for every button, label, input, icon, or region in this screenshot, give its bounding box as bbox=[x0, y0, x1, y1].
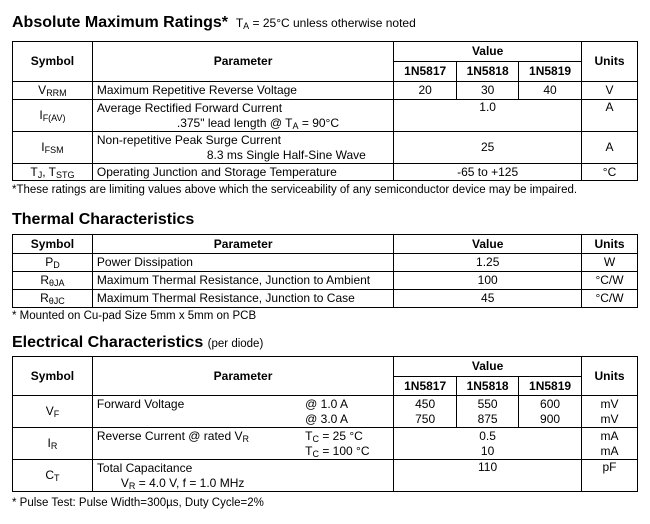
param-rtheta-jc: Maximum Thermal Resistance, Junction to Case bbox=[92, 290, 393, 308]
value-vrrm-1n5819: 40 bbox=[519, 82, 582, 100]
unit-ifsm: A bbox=[582, 132, 638, 164]
thermal-title: Thermal Characteristics bbox=[12, 211, 195, 228]
elec-part-1n5817: 1N5817 bbox=[394, 377, 457, 396]
value-vf-1n5819: 600 900 bbox=[519, 396, 582, 428]
table-row bbox=[13, 290, 638, 308]
param-ir: $T_C = 25$ °C $T_C = 100$ °C Reverse Current @ rated $V_R$ bbox=[92, 428, 393, 460]
abs-header-parameter: Parameter bbox=[92, 42, 393, 82]
cond-ir-100c: $T_C = 100$ °C bbox=[305, 443, 370, 459]
abs-part-1n5817: 1N5817 bbox=[394, 62, 457, 82]
thermal-header-symbol: Symbol bbox=[13, 235, 93, 254]
symbol-pd: $P_D$ bbox=[13, 254, 93, 272]
param-vf: @ 1.0 A @ 3.0 A Forward Voltage bbox=[92, 396, 393, 428]
abs-part-1n5819: 1N5819 bbox=[519, 62, 582, 82]
thermal-footnote: * Mounted on Cu-pad Size 5mm x 5mm on PCB bbox=[12, 310, 257, 322]
value-pd: 1.25 bbox=[394, 254, 582, 272]
thermal-header-parameter: Parameter bbox=[92, 235, 393, 254]
abs-footnote: *These ratings are limiting values above which the serviceability of any semiconductor device may be impaired. bbox=[12, 184, 578, 196]
table-row bbox=[13, 428, 638, 460]
elec-title-line bbox=[12, 334, 263, 352]
param-ifsm: Non-repetitive Peak Surge Current 8.3 ms Single Half-Sine Wave bbox=[92, 132, 393, 164]
value-ct: 110 bbox=[394, 460, 582, 492]
symbol-ifav: $I_{F(AV)}$ bbox=[13, 100, 93, 132]
symbol-vf: $V_F$ bbox=[13, 396, 93, 428]
symbol-ct: $C_T$ bbox=[13, 460, 93, 492]
table-row bbox=[13, 100, 638, 132]
abs-title: Absolute Maximum Ratings* bbox=[12, 14, 229, 31]
table-row bbox=[13, 164, 638, 181]
unit-vrrm: V bbox=[582, 82, 638, 100]
value-vf-1n5818: 550 875 bbox=[457, 396, 519, 428]
elec-title: Electrical Characteristics bbox=[12, 334, 204, 351]
elec-header-units: Units bbox=[582, 357, 638, 396]
symbol-ir: $I_R$ bbox=[13, 428, 93, 460]
elec-part-1n5818: 1N5818 bbox=[457, 377, 519, 396]
elec-footnote: * Pulse Test: Pulse Width=300µs, Duty Cycle=2% bbox=[12, 497, 264, 509]
thermal-table bbox=[12, 234, 638, 308]
param-tj-tstg: Operating Junction and Storage Temperature bbox=[92, 164, 393, 181]
cond-ir-25c: $T_C = 25$ °C bbox=[305, 428, 363, 444]
table-row bbox=[13, 132, 638, 164]
elec-header-value: Value bbox=[394, 357, 582, 377]
value-vrrm-1n5817: 20 bbox=[394, 82, 457, 100]
elec-header-symbol: Symbol bbox=[13, 357, 93, 396]
thermal-header-units: Units bbox=[582, 235, 638, 254]
unit-ir: mA mA bbox=[582, 428, 638, 460]
unit-tj-tstg: °C bbox=[582, 164, 638, 181]
symbol-rtheta-ja: $R_{\theta JA}$ bbox=[13, 272, 93, 290]
unit-ifav: A bbox=[582, 100, 638, 132]
value-ifsm: 25 bbox=[394, 132, 582, 164]
table-row bbox=[13, 254, 638, 272]
value-tj-tstg: -65 to +125 bbox=[394, 164, 582, 181]
abs-title-line bbox=[12, 14, 416, 32]
unit-vf: mV mV bbox=[582, 396, 638, 428]
elec-part-1n5819: 1N5819 bbox=[519, 377, 582, 396]
table-row bbox=[13, 460, 638, 492]
table-row bbox=[13, 82, 638, 100]
abs-header-symbol: Symbol bbox=[13, 42, 93, 82]
elec-header-parameter: Parameter bbox=[92, 357, 393, 396]
cond-vf-3a: @ 3.0 A bbox=[305, 411, 349, 426]
param-ifav: Average Rectified Forward Current .375" lead length @ $T_A = 90^\circ C$ bbox=[92, 100, 393, 132]
unit-rtheta-jc: °C/W bbox=[582, 290, 638, 308]
value-ifav: 1.0 bbox=[394, 100, 582, 132]
value-vrrm-1n5818: 30 bbox=[457, 82, 519, 100]
elec-subtitle: (per diode) bbox=[207, 338, 264, 350]
cond-vf-1a: @ 1.0 A bbox=[305, 396, 349, 411]
symbol-tj-tstg: $T_J$, $T_{STG}$ bbox=[13, 164, 93, 181]
symbol-ifsm: $I_{FSM}$ bbox=[13, 132, 93, 164]
unit-pd: W bbox=[582, 254, 638, 272]
electrical-table bbox=[12, 356, 638, 492]
symbol-vrrm: $V_{RRM}$ bbox=[13, 82, 93, 100]
abs-max-table bbox=[12, 41, 638, 181]
thermal-header-value: Value bbox=[394, 235, 582, 254]
value-vf-1n5817: 450 750 bbox=[394, 396, 457, 428]
unit-ct: pF bbox=[582, 460, 638, 492]
table-row bbox=[13, 272, 638, 290]
abs-header-units: Units bbox=[582, 42, 638, 82]
unit-rtheta-ja: °C/W bbox=[582, 272, 638, 290]
param-rtheta-ja: Maximum Thermal Resistance, Junction to Ambient bbox=[92, 272, 393, 290]
table-row bbox=[13, 396, 638, 428]
param-vrrm: Maximum Repetitive Reverse Voltage bbox=[92, 82, 393, 100]
param-ct: Total Capacitance $V_R = 4.0$ V, f = 1.0 MHz bbox=[92, 460, 393, 492]
value-rtheta-ja: 100 bbox=[394, 272, 582, 290]
abs-header-value: Value bbox=[394, 42, 582, 62]
abs-part-1n5818: 1N5818 bbox=[457, 62, 519, 82]
param-pd: Power Dissipation bbox=[92, 254, 393, 272]
value-ir: 0.5 10 bbox=[394, 428, 582, 460]
symbol-rtheta-jc: $R_{\theta JC}$ bbox=[13, 290, 93, 308]
value-rtheta-jc: 45 bbox=[394, 290, 582, 308]
abs-conditions: $T_A = 25^\circ C$ unless otherwise noted bbox=[235, 16, 416, 31]
